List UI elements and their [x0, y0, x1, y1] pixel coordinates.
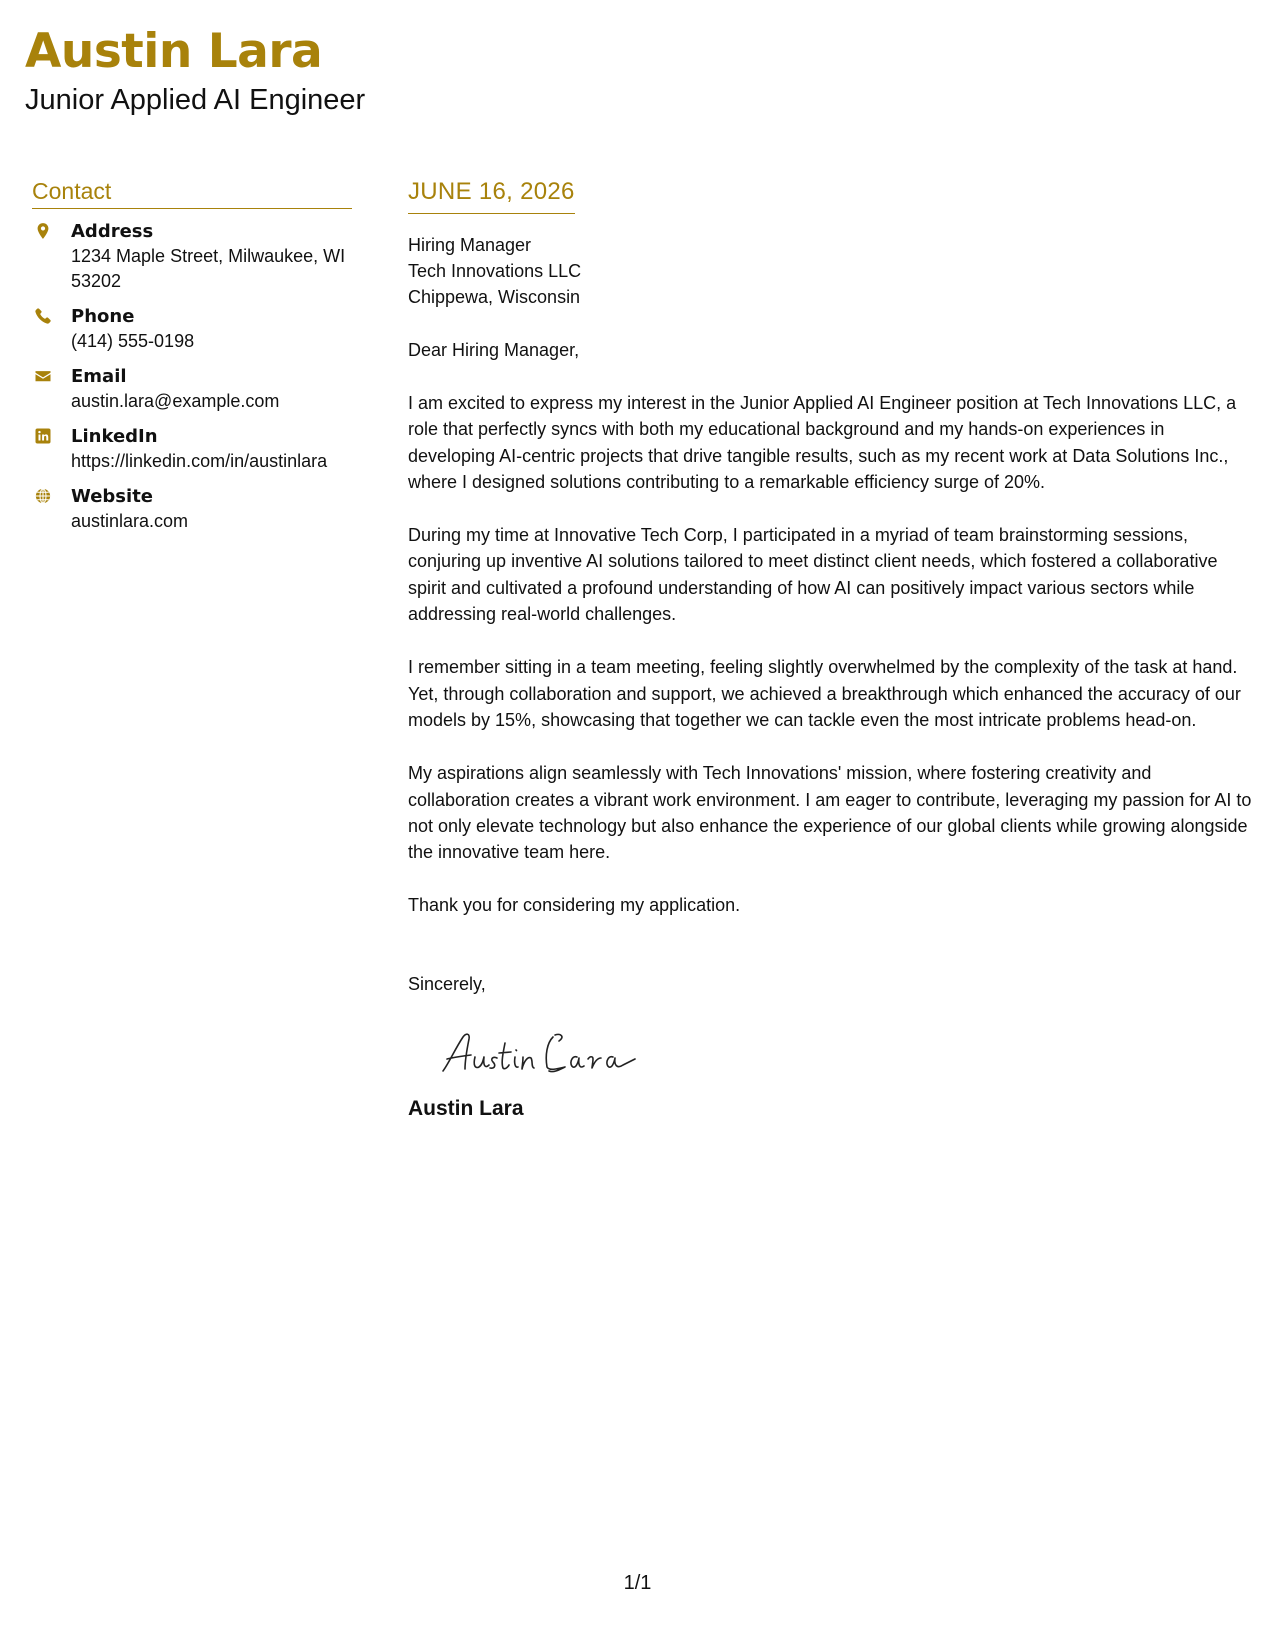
body-paragraph: I am excited to express my interest in the Junior Applied AI Engineer position at Tech Innovations LLC, a role that perfectly syncs with both my educational background and my hands-on experiences in developing AI-centric projects that drive tangible results, such as my recent work at Data Solutions Inc., where I designed solutions contributing to a remarkable efficiency surge of 20%. — [408, 393, 1237, 492]
recipient-line: Tech Innovations LLC — [408, 261, 582, 281]
thank-you-line: Thank you for considering my application. — [408, 895, 741, 916]
contact-label: LinkedIn — [71, 426, 158, 447]
contact-label: Address — [71, 221, 154, 242]
body-paragraph: I remember sitting in a team meeting, feeling slightly overwhelmed by the complexity of the task at hand. Yet, through collaboration and support, we achieved a breakthrough which enhanced the accuracy of our models by 15%, showcasing that together we can tackle even the most intricate problems head-on. — [408, 657, 1241, 730]
envelope-icon — [34, 367, 52, 385]
cover-letter-body — [408, 176, 1253, 1123]
phone-value: (414) 555-0198 — [71, 331, 195, 351]
contact-item-email — [32, 364, 352, 414]
contact-label: Email — [71, 366, 127, 387]
recipient-line: Hiring Manager — [408, 235, 532, 255]
contact-item-address — [32, 219, 352, 294]
linkedin-icon — [34, 427, 52, 445]
linkedin-link[interactable]: https://linkedin.com/in/austinlara — [71, 451, 328, 471]
contact-label: Phone — [71, 306, 135, 327]
website-link[interactable]: austinlara.com — [71, 511, 189, 531]
body-paragraph: My aspirations align seamlessly with Tech Innovations' mission, where fostering creativity and collaboration creates a vibrant work environment. I am eager to contribute, leveraging my passion for AI to not only elevate technology but also enhance the experience of our global clients while growing alongside the innovative team here. — [408, 763, 1252, 863]
contact-sidebar — [32, 176, 352, 544]
address-value: 1234 Maple Street, Milwaukee, WI 53202 — [71, 246, 346, 291]
closing: Sincerely, — [408, 974, 486, 995]
email-link[interactable]: austin.lara@example.com — [71, 391, 280, 411]
contact-item-phone — [32, 304, 352, 354]
page-number: 1/1 — [623, 1572, 652, 1594]
applicant-name: Austin Lara — [25, 24, 323, 79]
globe-icon — [34, 487, 52, 505]
contact-label: Website — [71, 486, 154, 507]
signed-name: Austin Lara — [408, 1097, 524, 1121]
letter-date: JUNE 16, 2026 — [408, 176, 575, 214]
recipient-block — [408, 232, 1253, 310]
body-paragraph: During my time at Innovative Tech Corp, I participated in a myriad of team brainstorming sessions, conjuring up inventive AI solutions tailored to meet distinct client needs, which fostered a collaborative spirit and cultivated a profound understanding of how AI can positively impact various sectors while addressing real-world challenges. — [408, 525, 1218, 625]
map-pin-icon — [34, 222, 52, 240]
contact-item-website — [32, 484, 352, 534]
job-title: Junior Applied AI Engineer — [25, 84, 366, 116]
salutation: Dear Hiring Manager, — [408, 340, 580, 360]
recipient-line: Chippewa, Wisconsin — [408, 287, 581, 307]
phone-icon — [34, 307, 52, 325]
contact-item-linkedin — [32, 424, 352, 474]
contact-heading: Contact — [32, 176, 352, 209]
handwritten-signature — [435, 1023, 1253, 1083]
